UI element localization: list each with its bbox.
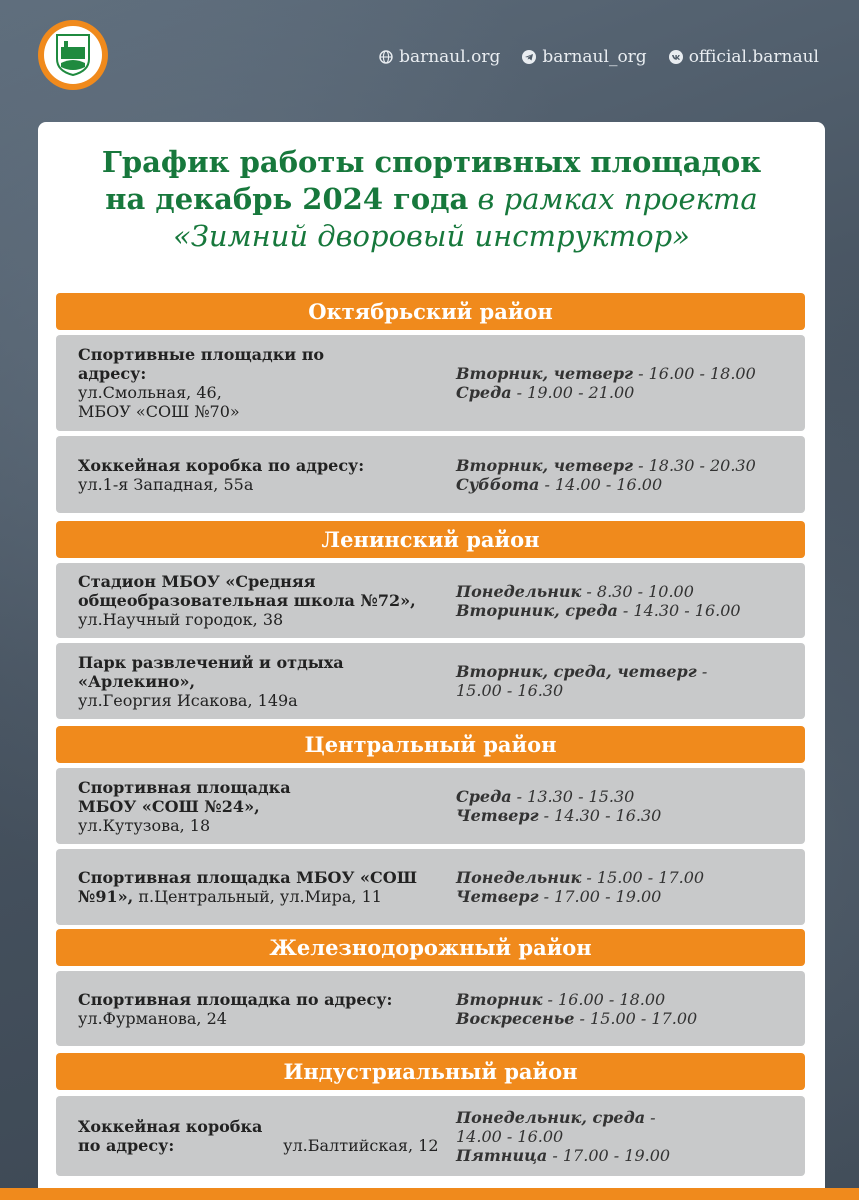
venue-schedule — [456, 582, 805, 620]
district-section — [56, 293, 805, 513]
schedule-days: Четверг — [456, 806, 539, 825]
district-section — [56, 929, 805, 1046]
social-link-telegram[interactable] — [522, 47, 646, 67]
globe-icon — [379, 50, 393, 64]
venue-street: ул.Фурманова, 24 — [78, 1008, 227, 1028]
schedule-time: - 16.00 - 18.00 — [633, 364, 756, 383]
title-line-2 — [38, 181, 825, 218]
district-header: Центральный район — [56, 726, 805, 763]
telegram-icon — [522, 50, 536, 64]
schedule-time: - 8.30 - 10.00 — [581, 581, 694, 601]
schedule-time: - 14.00 - 16.00 — [456, 1107, 656, 1146]
schedule-time: - 14.30 - 16.00 — [617, 600, 741, 620]
schedule-time: - 14.30 - 16.30 — [538, 806, 662, 825]
schedule-time: - 15.00 - 17.00 — [581, 868, 705, 887]
schedule-days: Среда — [456, 787, 512, 806]
schedule-days: Пятница — [456, 1145, 548, 1165]
schedule-days: Вторник, четверг — [456, 455, 633, 475]
venue-address — [78, 345, 456, 421]
schedule-time: - 17.00 - 19.00 — [547, 1145, 671, 1165]
venue-schedule — [456, 1108, 805, 1165]
district-section — [56, 521, 805, 719]
title-project-name: «Зимний дворовый инструктор» — [173, 219, 690, 253]
venue-address — [78, 778, 456, 835]
district-section — [56, 1053, 805, 1176]
schedule-time: - 14.00 - 16.00 — [539, 474, 663, 494]
venue-schedule — [456, 868, 805, 906]
vk-icon — [669, 50, 683, 64]
schedule-time: - 15.00 - 16.30 — [456, 662, 708, 700]
title-project-intro: в рамках проекта — [468, 182, 758, 216]
venue-name: Парк развлечений и отдыха «Арлекино», — [78, 652, 344, 691]
venue-schedule — [456, 662, 805, 700]
title-line-1: График работы спортивных площадок — [101, 145, 762, 179]
district-section — [56, 726, 805, 925]
venue-street: ул.Научный городок, 38 — [78, 610, 284, 629]
venue-address — [78, 572, 456, 629]
schedule-days: Понедельник — [456, 581, 582, 601]
social-label: official.barnaul — [688, 47, 819, 67]
schedule-days: Понедельник, среда — [456, 1107, 646, 1127]
schedule-time: - 19.00 - 21.00 — [511, 383, 635, 402]
district-header: Октябрьский район — [56, 293, 805, 330]
venue-row — [56, 971, 805, 1046]
schedule-time: - 13.30 - 15.30 — [511, 787, 635, 806]
venue-schedule — [456, 787, 805, 825]
schedule-days: Среда — [456, 383, 512, 402]
schedule-days: Вторник — [456, 989, 543, 1009]
venue-street: ул.Георгия Исакова, 149а — [78, 690, 298, 710]
schedule-card — [38, 122, 825, 1200]
schedule-days: Вторник, четверг — [456, 364, 633, 383]
venue-row — [56, 643, 805, 719]
schedule-time: - 15.00 - 17.00 — [574, 1008, 698, 1028]
schedule-days: Понедельник — [456, 868, 582, 887]
bottom-accent-bar — [0, 1188, 859, 1200]
venue-name: Спортивная площадка МБОУ «СОШ №91», — [78, 868, 418, 906]
social-link-site[interactable] — [379, 47, 500, 67]
venue-row — [56, 1096, 805, 1176]
venue-address — [78, 1117, 456, 1155]
social-links — [379, 47, 819, 67]
schedule-time: - 16.00 - 18.00 — [542, 989, 666, 1009]
schedule-days: Вториник, среда — [456, 600, 618, 620]
district-header: Железнодорожный район — [56, 929, 805, 966]
venue-street: п.Центральный, ул.Мира, 11 — [133, 887, 382, 906]
venue-street: ул.1-я Западная, 55а — [78, 474, 254, 494]
venue-name: Хоккейная коробка по адресу: — [78, 1117, 263, 1155]
district-header: Индустриальный район — [56, 1053, 805, 1090]
venue-address — [78, 653, 456, 710]
district-header: Ленинский район — [56, 521, 805, 558]
venue-row — [56, 335, 805, 431]
venue-address — [78, 868, 456, 906]
city-emblem-logo — [38, 20, 108, 90]
schedule-time: - 18.30 - 20.30 — [633, 455, 756, 475]
venue-name: Спортивные площадки по адресу: — [78, 345, 325, 383]
social-label: barnaul_org — [542, 47, 647, 67]
venue-street: ул.Смольная, 46, МБОУ «СОШ №70» — [78, 383, 240, 421]
schedule-days: Четверг — [456, 887, 539, 906]
venue-name: Стадион МБОУ «Средняя общеобразовательная школа №72», — [78, 572, 416, 610]
schedule-time: - 17.00 - 19.00 — [538, 887, 662, 906]
venue-schedule — [456, 990, 805, 1028]
venue-row — [56, 849, 805, 925]
venue-name: Спортивная площадка МБОУ «СОШ №24», — [78, 777, 291, 816]
page-title — [38, 144, 825, 255]
schedule-days: Воскресенье — [456, 1008, 575, 1028]
venue-row — [56, 768, 805, 844]
venue-address — [78, 456, 456, 494]
emblem-icon — [53, 33, 93, 77]
venue-name: Спортивная площадка по адресу: — [78, 989, 393, 1009]
title-date: на декабрь 2024 года — [105, 182, 469, 216]
venue-schedule — [456, 456, 805, 494]
social-link-vk[interactable] — [669, 47, 819, 67]
social-label: barnaul.org — [399, 47, 501, 67]
venue-street: ул.Балтийская, 12 — [278, 1136, 439, 1155]
schedule-days: Вторник, среда, четверг — [456, 662, 697, 681]
venue-address — [78, 990, 456, 1028]
venue-street: ул.Кутузова, 18 — [78, 815, 211, 835]
venue-row — [56, 563, 805, 638]
venue-schedule — [456, 364, 805, 402]
venue-row — [56, 436, 805, 513]
venue-name: Хоккейная коробка по адресу: — [78, 455, 365, 475]
schedule-days: Суббота — [456, 474, 540, 494]
